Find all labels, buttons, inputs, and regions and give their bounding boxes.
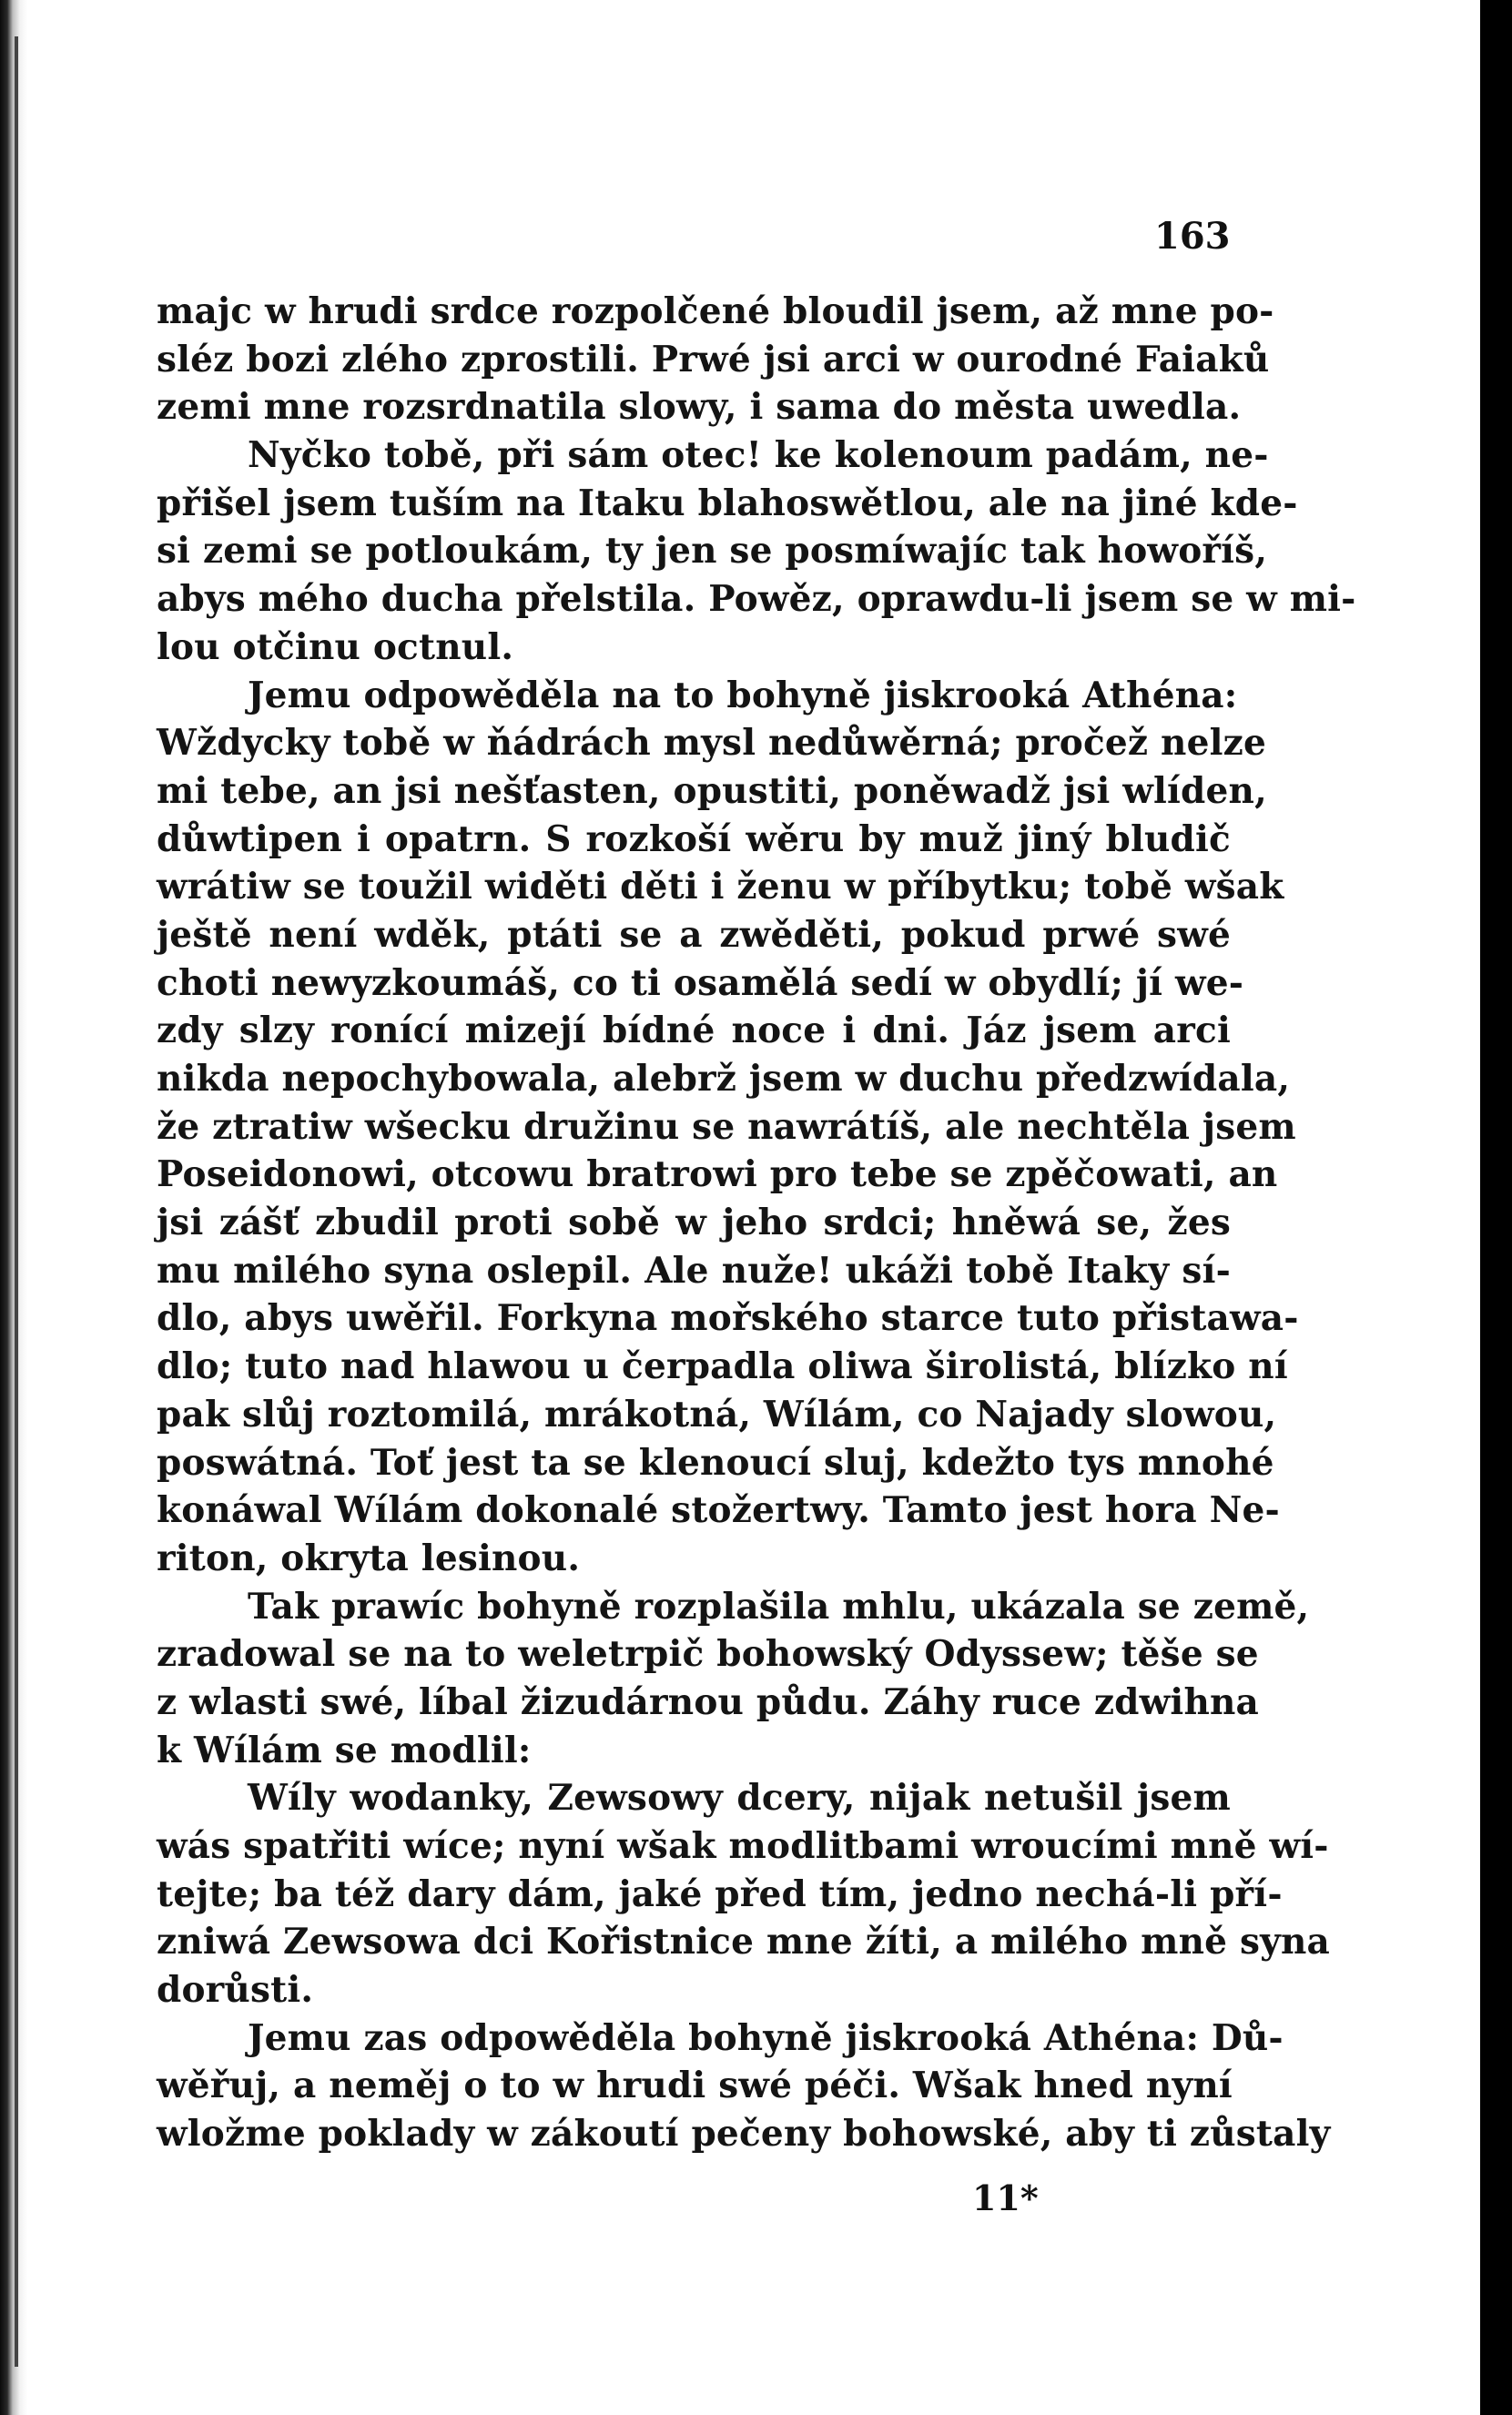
text-line: Wždycky tobě w ňádrách mysl nedůwěrná; pročež nelze bbox=[157, 722, 1266, 765]
text-line: Tak prawíc bohyně rozplašila mhlu, ukázala se země, bbox=[248, 1585, 1310, 1628]
text-line: že ztratiw wšecku družinu se nawrátíš, ale nechtěla jsem bbox=[157, 1105, 1296, 1148]
text-line: ještě není wděk, ptáti se a zwěděti, pokud prwé swé bbox=[157, 913, 1231, 956]
text-line: wrátiw se toužil widěti děti i ženu w příbytku; tobě wšak bbox=[157, 866, 1284, 908]
text-line: majc w hrudi srdce rozpolčené bloudil jsem, až mne po- bbox=[157, 290, 1274, 332]
text-line: přišel jsem tuším na Itaku blahoswětlou, ale na jiné kde- bbox=[157, 482, 1298, 524]
text-line: sléz bozi zlého zprostili. Prwé jsi arci w ourodné Faiaků bbox=[157, 338, 1270, 381]
text-line: Jemu odpowěděla na to bohyně jiskrooká Athéna: bbox=[248, 674, 1238, 716]
text-line: dlo, abys uwěřil. Forkyna mořského starce tuto přistawa- bbox=[157, 1297, 1299, 1340]
text-line: z wlasti swé, líbal žizudárnou půdu. Záhy ruce zdwihna bbox=[157, 1680, 1260, 1723]
book-binding-edge bbox=[0, 0, 27, 2415]
text-line: zemi mne rozsrdnatila slowy, i sama do města uwedla. bbox=[157, 386, 1242, 429]
text-line: Wíly wodanky, Zewsowy dcery, nijak netušil jsem bbox=[248, 1777, 1231, 1820]
text-line: mi tebe, an jsi nešťasten, opustiti, poněwadž jsi wlíden, bbox=[157, 769, 1267, 812]
text-line: nikda nepochybowala, alebrž jsem w duchu předzwídala, bbox=[157, 1058, 1291, 1100]
text-line: mu milého syna oslepil. Ale nuže! ukáži tobě Itaky sí- bbox=[157, 1249, 1231, 1292]
text-line: zradowal se na to weletrpič bohowský Odyssew; těše se bbox=[157, 1633, 1259, 1676]
text-line: si zemi se potloukám, ty jen se posmíwajíc tak howoříš, bbox=[157, 530, 1268, 573]
signature-mark: 11* bbox=[972, 2177, 1039, 2218]
text-line: zdy slzy ronící mizejí bídné noce i dni. Jáz jsem arci bbox=[157, 1010, 1231, 1052]
page-number: 163 bbox=[1154, 215, 1231, 258]
text-line: jsi zášť zbudil proti sobě w jeho srdci; hněwá se, žes bbox=[157, 1202, 1231, 1244]
text-line: wěřuj, a neměj o to w hrudi swé péči. Wšak hned nyní bbox=[157, 2065, 1233, 2107]
text-line: abys mého ducha přelstila. Powěz, oprawdu-li jsem se w mi- bbox=[157, 578, 1356, 621]
text-line: Jemu zas odpowěděla bohyně jiskrooká Athéna: Dů- bbox=[248, 2016, 1284, 2059]
text-line: dlo; tuto nad hlawou u čerpadla oliwa širolistá, blízko ní bbox=[157, 1345, 1288, 1388]
text-line: poswátná. Toť jest ta se klenoucí sluj, kdežto tys mnohé bbox=[157, 1441, 1274, 1484]
text-line: k Wílám se modlil: bbox=[157, 1729, 532, 1771]
text-line: dorůsti. bbox=[157, 1969, 314, 2012]
text-line: konáwal Wílám dokonalé stožertwy. Tamto jest hora Ne- bbox=[157, 1489, 1280, 1532]
text-line: Nyčko tobě, při sám otec! ke kolenoum padám, ne- bbox=[248, 434, 1269, 477]
text-line: riton, okryta lesinou. bbox=[157, 1537, 581, 1579]
text-line: Poseidonowi, otcowu bratrowi pro tebe se zpěčowati, an bbox=[157, 1153, 1278, 1196]
text-line: tejte; ba též dary dám, jaké před tím, jedno nechá-li pří- bbox=[157, 1872, 1283, 1915]
text-line: lou otčinu octnul. bbox=[157, 625, 514, 668]
body-text bbox=[157, 288, 1356, 2158]
text-line: wložme poklady w zákoutí pečeny bohowské, aby ti zůstaly bbox=[157, 2113, 1331, 2156]
text-line: důwtipen i opatrn. S rozkoší wěru by muž jiný bludič bbox=[157, 817, 1231, 860]
text-line: wás spatřiti wíce; nyní wšak modlitbami wroucími mně wí- bbox=[157, 1825, 1329, 1867]
text-line: zniwá Zewsowa dci Kořistnice mne žíti, a milého mně syna bbox=[157, 1921, 1331, 1963]
text-line: choti newyzkoumáš, co ti osamělá sedí w obydlí; jí we- bbox=[157, 961, 1244, 1004]
binding-shadow-line bbox=[15, 36, 18, 2367]
text-line: pak slůj roztomilá, mrákotná, Wílám, co Najady slowou, bbox=[157, 1393, 1277, 1436]
